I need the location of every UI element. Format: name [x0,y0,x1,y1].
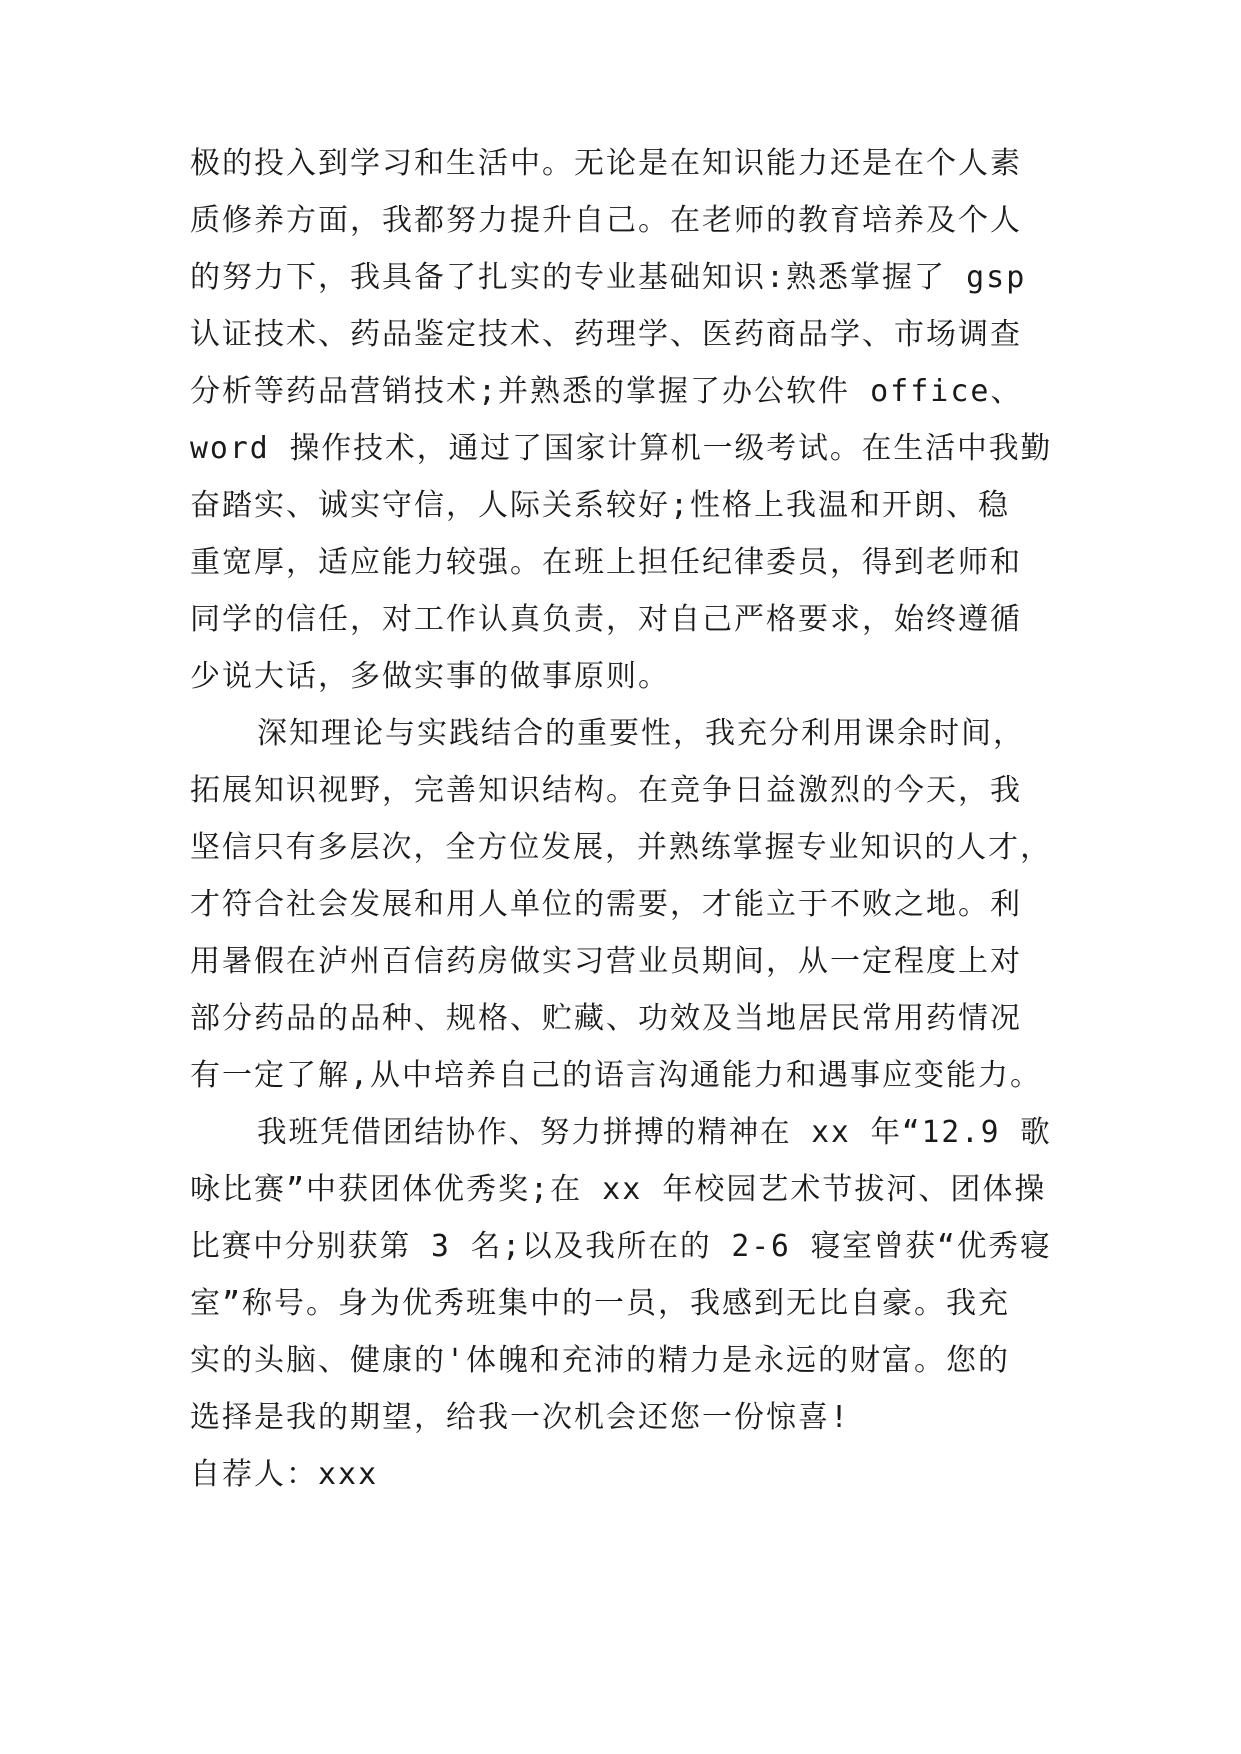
paragraph-start-line: 深知理论与实践结合的重要性，我充分利用课余时间， [257,716,1025,751]
text-line: 部分药品的品种、规格、贮藏、功效及当地居民常用药情况 [190,1001,1022,1036]
text-line: 奋踏实、诚实守信，人际关系较好;性格上我温和开朗、稳 [190,488,1011,523]
text-line: 重宽厚，适应能力较强。在班上担任纪律委员，得到老师和 [190,545,1022,580]
text-line: 实的头脑、健康的'体魄和充沛的精力是永远的财富。您的 [190,1343,1011,1378]
text-line: word 操作技术，通过了国家计算机一级考试。在生活中我勤 [190,431,1053,466]
text-line: 才符合社会发展和用人单位的需要，才能立于不败之地。利 [190,887,1022,922]
text-line: 选择是我的期望，给我一次机会还您一份惊喜! [190,1400,851,1435]
signature-line: 自荐人：xxx [190,1457,379,1492]
text-line: 质修养方面，我都努力提升自己。在老师的教育培养及个人 [190,203,1022,238]
text-line: 咏比赛”中获团体优秀奖;在 xx 年校园艺术节拔河、团体操 [190,1172,1047,1207]
text-line: 拓展知识视野，完善知识结构。在竞争日益激烈的今天，我 [190,773,1022,808]
text-line: 比赛中分别获第 3 名;以及我所在的 2-6 寝室曾获“优秀寝 [190,1229,1052,1264]
text-line: 室”称号。身为优秀班集中的一员，我感到无比自豪。我充 [190,1286,1011,1321]
text-line: 同学的信任，对工作认真负责，对自己严格要求，始终遵循 [190,602,1022,637]
text-line: 极的投入到学习和生活中。无论是在知识能力还是在个人素 [190,146,1022,181]
text-line: 有一定了解,从中培养自己的语言沟通能力和遇事应变能力。 [190,1058,1043,1093]
paragraph-start-line: 我班凭借团结协作、努力拼搏的精神在 xx 年“12.9 歌 [257,1115,1052,1150]
text-line: 少说大话，多做实事的做事原则。 [190,659,670,694]
text-line: 分析等药品营销技术;并熟悉的掌握了办公软件 office、 [190,374,1023,409]
text-line: 坚信只有多层次，全方位发展，并熟练掌握专业知识的人才， [190,830,1052,865]
text-line: 用暑假在泸州百信药房做实习营业员期间，从一定程度上对 [190,944,1022,979]
text-line: 的努力下，我具备了扎实的专业基础知识:熟悉掌握了 gsp [190,260,1027,295]
text-line: 认证技术、药品鉴定技术、药理学、医药商品学、市场调查 [190,317,1022,352]
